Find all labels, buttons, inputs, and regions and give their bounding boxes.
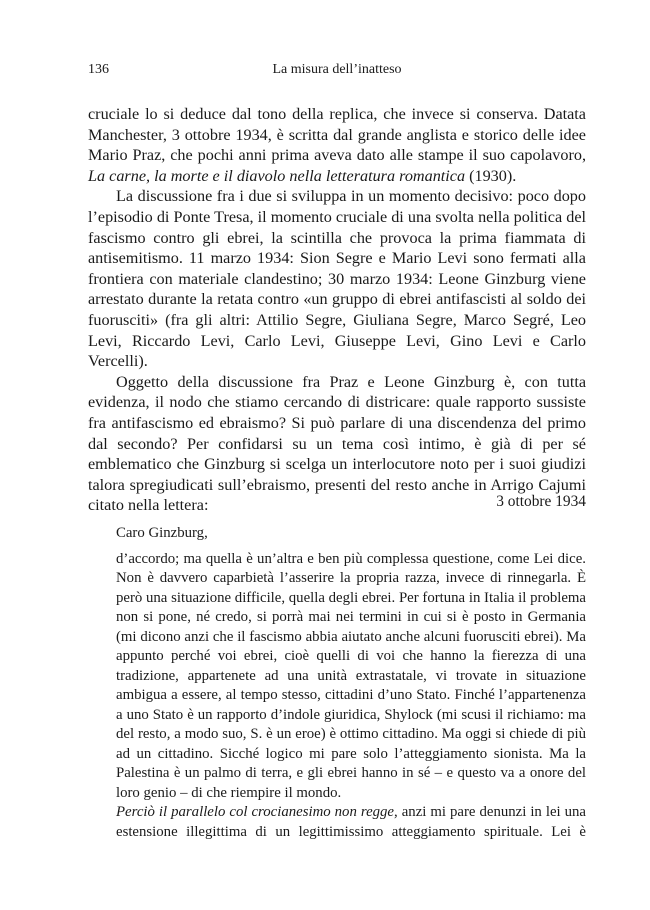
running-title: La misura dell’inatteso [272, 62, 402, 77]
running-header [88, 60, 586, 80]
letter-paragraph-2 [116, 803, 586, 842]
paragraph-1 [88, 104, 586, 186]
paragraph-1-text: cruciale lo si deduce dal tono della replica, che invece si conserva. Datata Manchester, 3 ottobre 1934, è scritta dal grande anglista e storico delle idee Mario Praz, che pochi anni prima aveva dato alle stampe il suo capolavoro, [88, 105, 586, 165]
letter-paragraph-2-text: , anzi mi pare denunzi in lei una estensione illegittima di un legittimissimo atteggiamento spirituale. Lei è [116, 804, 587, 840]
letter-paragraph-1: d’accordo; ma quella è un’altra e ben più complessa questione, come Lei dice. Non è davvero caparbietà l’asserire la propria razza, invece di rinnegarla. È però una situazione difficile, quella degli ebrei. Per fortuna in Italia il problema non si pone, né credo, si porrà mai nei termini in cui si è posto in Germania (mi dicono anzi che il fascismo abbia aiutato anche alcuni fuorusciti ebrei). Ma appunto perché voi ebrei, cioè quelli di voi che hanno la fierezza di una tradizione, appartenete ad una unità extrastatale, vi trovate in situazione ambigua a essere, al tempo stesso, cittadini d’uno Stato. Finché l’appartenenza a uno Stato è un rapporto d’indole giuridica, Shylock (mi scusi il richiamo: ma del resto, a modo suo, S. è un eroe) è ottimo cittadino. Ma oggi si chiede di più ad un cittadino. Sicché logico mi pare solo l’atteggiamento sionista. Ma la Palestina è un palmo di terra, e gli ebrei hanno in sé – e questo va a onore del loro genio – di che riempire il mondo. [116, 550, 586, 801]
paragraph-2: La discussione fra i due si sviluppa in un momento decisivo: poco dopo l’episodio di Ponte Tresa, il momento cruciale di una svolta nella politica del fascismo contro gli ebrei, la scintilla che provoca la prima fiammata di antisemitismo. 11 marzo 1934: Sion Segre e Mario Levi sono fermati alla frontiera con materiale clandestino; 30 marzo 1934: Leone Ginzburg viene arrestato durante la retata contro «un gruppo di ebrei antifascisti al soldo dei fuorusciti» (fra gli altri: Attilio Segre, Giuliana Segre, Marco Segré, Leo Levi, Riccardo Levi, Carlo Levi, Giuseppe Levi, Gino Levi e Carlo Vercelli). [88, 187, 586, 371]
page-number: 136 [88, 62, 109, 77]
letter-salutation: Caro Ginzburg, [116, 525, 208, 541]
book-title-italic: La carne, la morte e il diavolo nella letteratura romantica [88, 166, 466, 185]
quoted-letter [116, 524, 586, 842]
paragraph-1-end: (1930). [465, 166, 517, 185]
letter-italic-phrase: Perciò il parallelo col crocianesimo non regge [116, 804, 395, 820]
letter-date: 3 ottobre 1934 [496, 493, 586, 510]
main-text [88, 104, 586, 516]
paragraph-3: Oggetto della discussione fra Praz e Leone Ginzburg è, con tutta evidenza, il nodo che stiamo cercando di districare: quale rapporto sussiste fra antifascismo ed ebraismo? Si può parlare di una discendenza del primo dal secondo? Per confidarsi su un tema così intimo, è già di per sé emblematico che Ginzburg si scelga un interlocutore noto per i suoi giudizi talora spregiudicati sull’ebraismo, presenti del resto anche in Arrigo Cajumi citato nella lettera: [88, 372, 586, 515]
